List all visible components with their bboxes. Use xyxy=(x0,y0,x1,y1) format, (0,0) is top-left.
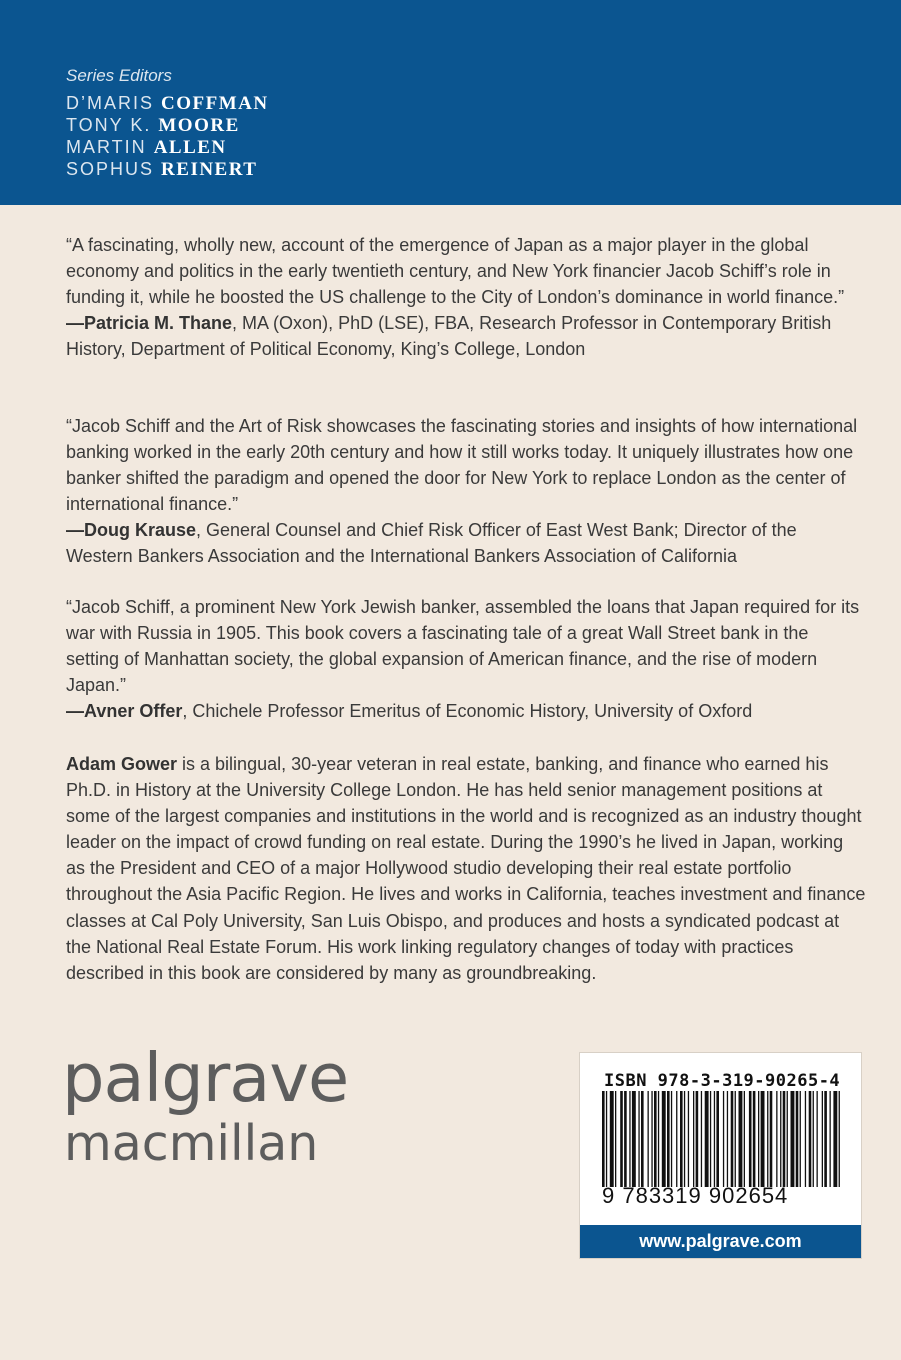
barcode-bar xyxy=(830,1091,831,1187)
publisher-logo-line1: palgrave xyxy=(62,1039,349,1117)
publisher-logo-line2: macmillan xyxy=(64,1115,319,1172)
blurb-quote: “Jacob Schiff, a prominent New York Jewish banker, assembled the loans that Japan required for its war with Russia in 1905. This book covers a fascinating tale of a great Wall Street bank in the setting of Manhattan society, the global expansion of American finance, and the rise of modern Japan.” xyxy=(66,597,860,696)
editor-last-name: MOORE xyxy=(158,115,240,136)
barcode-bar xyxy=(684,1091,685,1187)
barcode-bar xyxy=(671,1091,672,1187)
series-band xyxy=(0,0,901,205)
barcode-bar xyxy=(813,1091,814,1187)
barcode-bar xyxy=(641,1091,644,1187)
editor-last-name: ALLEN xyxy=(153,137,227,158)
barcode-bar xyxy=(805,1091,806,1187)
barcode-bar xyxy=(749,1091,752,1187)
barcode-bar xyxy=(662,1091,666,1187)
barcode-bar xyxy=(606,1091,607,1187)
barcode-bar xyxy=(817,1091,818,1187)
barcode-bar xyxy=(629,1091,630,1187)
author-name: Adam Gower xyxy=(66,754,178,774)
editor-first-name: MARTIN xyxy=(66,137,147,157)
barcode-bar xyxy=(648,1091,649,1187)
author-bio-text: is a bilingual, 30-year veteran in real estate, banking, and finance who earned his Ph.D. in History at the University College London. He has held senior management positions at some of the largest companies and institutions in the world and is recognized as an industry thought leader on the impact of crowd funding on real estate. During the 1990’s he lived in Japan, working as the President and CEO of a major Hollywood studio developing their real estate portfolio throughout the Asia Pacific Region. He lives and works in California, teaches investment and finance classes at Cal Poly University, San Luis Obispo, and produces and hosts a syndicated podcast at the National Real Estate Forum. His work linking regulatory changes of today with practices described in this book are considered by many as groundbreaking. xyxy=(66,754,866,983)
editor-1 xyxy=(66,92,269,115)
barcode-bar xyxy=(796,1091,799,1187)
barcode-bar xyxy=(667,1091,670,1187)
editor-last-name: REINERT xyxy=(161,159,258,180)
barcode-icon xyxy=(602,1091,842,1187)
barcode-bar xyxy=(822,1091,823,1187)
barcode-bar xyxy=(610,1091,614,1187)
barcode-bar xyxy=(780,1091,781,1187)
series-editors-title: Series Editors xyxy=(66,66,172,85)
blurb-author: —Avner Offer xyxy=(66,701,183,722)
publisher-website[interactable]: www.palgrave.com xyxy=(580,1225,861,1258)
barcode-bar xyxy=(753,1091,756,1187)
barcode-panel xyxy=(579,1052,862,1259)
barcode-bar xyxy=(658,1091,659,1187)
barcode-bar xyxy=(696,1091,699,1187)
barcode-bar xyxy=(710,1091,711,1187)
barcode-bar xyxy=(824,1091,827,1187)
barcode-bar xyxy=(776,1091,777,1187)
barcode-bar xyxy=(602,1091,605,1187)
editor-4 xyxy=(66,158,257,181)
barcode-bar xyxy=(676,1091,677,1187)
editor-last-name: COFFMAN xyxy=(161,93,269,114)
barcode-bar xyxy=(693,1091,694,1187)
isbn-label: ISBN 978-3-319-90265-4 xyxy=(604,1071,841,1091)
barcode-bar xyxy=(651,1091,652,1187)
barcode-bar xyxy=(783,1091,786,1187)
barcode-bar xyxy=(705,1091,709,1187)
blurb-1 xyxy=(66,232,866,362)
barcode-bar xyxy=(654,1091,657,1187)
barcode-bar xyxy=(716,1091,719,1187)
editor-first-name: SOPHUS xyxy=(66,159,155,179)
barcode-bar xyxy=(632,1091,636,1187)
editor-first-name: D’MARIS xyxy=(66,93,155,113)
barcode-bar xyxy=(615,1091,616,1187)
barcode-bar xyxy=(787,1091,788,1187)
barcode-bar xyxy=(714,1091,715,1187)
blurb-quote: “A fascinating, wholly new, account of the emergence of Japan as a major player in the global economy and politics in the early twentieth century, and New York financier Jacob Schiff’s role in funding it, while he boosted the US challenge to the City of London’s dominance in world finance.” xyxy=(66,235,845,308)
barcode-bar xyxy=(735,1091,736,1187)
blurb-author: —Doug Krause xyxy=(66,520,197,541)
editor-3 xyxy=(66,136,227,159)
blurb-credentials: , General Counsel and Chief Risk Officer of East West Bank; Director of the Western Bankers Association and the International Bankers Association of California xyxy=(66,520,797,567)
barcode-bar xyxy=(761,1091,765,1187)
barcode-bar xyxy=(758,1091,759,1187)
barcode-bar xyxy=(767,1091,768,1187)
barcode-bar xyxy=(833,1091,837,1187)
blurb-credentials: , Chichele Professor Emeritus of Economic History, University of Oxford xyxy=(182,701,753,722)
barcode-bar xyxy=(723,1091,724,1187)
barcode-bar xyxy=(727,1091,728,1187)
author-bio xyxy=(66,751,866,986)
barcode-bar xyxy=(680,1091,683,1187)
barcode-bar xyxy=(624,1091,627,1187)
barcode-bar xyxy=(744,1091,745,1187)
barcode-bar xyxy=(701,1091,702,1187)
barcode-bar xyxy=(731,1091,734,1187)
barcode-bar xyxy=(791,1091,795,1187)
barcode-bar xyxy=(739,1091,743,1187)
barcode-bar xyxy=(620,1091,623,1187)
blurb-quote: “Jacob Schiff and the Art of Risk showcases the fascinating stories and insights of how international banking worked in the early 20th century and how it still works today. It uniquely illustrates how one banker shifted the paradigm and opened the door for New York to replace London as the center of international finance.” xyxy=(66,416,858,515)
editor-first-name: TONY K. xyxy=(66,115,152,135)
barcode-bar xyxy=(770,1091,773,1187)
barcode-bar xyxy=(809,1091,812,1187)
editor-2 xyxy=(66,114,240,137)
barcode-bar xyxy=(800,1091,801,1187)
barcode-bar xyxy=(839,1091,840,1187)
blurb-2 xyxy=(66,413,866,570)
blurb-3 xyxy=(66,594,866,724)
barcode-bar xyxy=(638,1091,639,1187)
barcode-digits: 9 783319 902654 xyxy=(602,1183,789,1208)
barcode-bar xyxy=(688,1091,689,1187)
blurb-author: —Patricia M. Thane xyxy=(66,313,233,334)
blurb-credentials: , MA (Oxon), PhD (LSE), FBA, Research Professor in Contemporary British History, Department of Political Economy, King’s College, London xyxy=(66,313,832,360)
